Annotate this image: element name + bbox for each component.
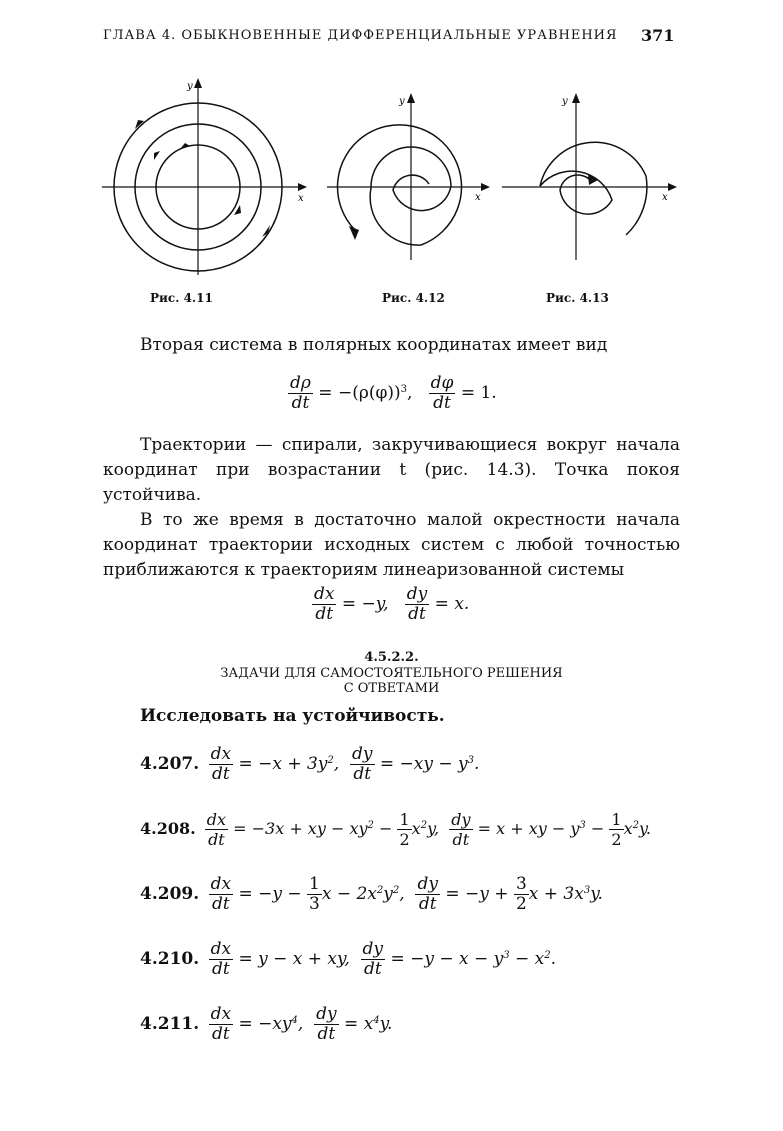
figure-4-11	[100, 75, 315, 285]
paragraph-linearized: В то же время в достаточно малой окрестности начала координат траектории исходных систем с любой точностью приближаются к траекториям линеаризованной системы	[103, 510, 680, 580]
equation-linearized: $\frac{dx}{dt}$ = −y, $\frac{dy}{dt}$ = x.	[314, 584, 470, 624]
section-title-line1: ЗАДАЧИ ДЛЯ САМОСТОЯТЕЛЬНОГО РЕШЕНИЯ	[220, 666, 563, 681]
figure-caption-4-13: Рис. 4.13	[546, 291, 609, 305]
figure-4-13	[500, 90, 685, 270]
x-axis-label: x	[475, 192, 481, 203]
problem-4-208: 4.208. $\frac{dx}{dt}$ = −3x + xy − $xy^2$ − $\frac{1}{2}$ $x^2y$, $\frac{dy}{dt}$ = x + xy − $y^3$ − $\frac{1}{2}$ $x^2y$.	[140, 810, 651, 849]
y-axis-label: y	[562, 96, 568, 107]
problem-4-207: 4.207. $\frac{dx}{dt}$ = $-x + 3y^2$, $\frac{dy}{dt}$ = $-xy - y^3$.	[140, 744, 480, 784]
fraction-dphi-dt: $\frac{d\varphi}{dt}$	[430, 373, 454, 413]
problem-4-209: 4.209. $\frac{dx}{dt}$ = −y − $\frac{1}{3}$ $x - 2x^2y^2$, $\frac{dy}{dt}$ = −y + $\frac{3}{2}$ $x + 3x^3y$.	[140, 874, 603, 914]
x-axis-label: x	[662, 192, 668, 203]
problem-4-210: 4.210. $\frac{dx}{dt}$ = y − x + xy, $\frac{dy}{dt}$ = $-y - x - y^3 - x^2$.	[140, 939, 557, 979]
equation-polar: $\frac{d\rho}{dt}$ = $-(\rho(\varphi))^3$, $\frac{d\varphi}{dt}$ = 1.	[290, 373, 497, 413]
y-axis-label: y	[187, 81, 193, 92]
figure-caption-4-12: Рис. 4.12	[382, 291, 445, 305]
x-axis-label: x	[298, 193, 304, 204]
figure-4-12	[325, 90, 495, 270]
running-header: ГЛАВА 4. ОБЫКНОВЕННЫЕ ДИФФЕРЕНЦИАЛЬНЫЕ УРАВНЕНИЯ	[103, 28, 618, 43]
y-axis-label: y	[399, 96, 405, 107]
page-number: 371	[641, 26, 675, 45]
section-number: 4.5.2.2.	[364, 650, 419, 665]
paragraph-spirals: Траектории — спирали, закручивающиеся вокруг начала координат при возрастании t (рис. 14.3). Точка покоя устойчива.	[103, 435, 680, 505]
paragraph-polar-system: Вторая система в полярных координатах имеет вид	[140, 335, 608, 355]
section-title-line2: С ОТВЕТАМИ	[343, 681, 440, 696]
fraction-drho-dt: $\frac{d\rho}{dt}$	[290, 373, 311, 413]
problem-4-211: 4.211. $\frac{dx}{dt}$ = $-xy^4$, $\frac{dy}{dt}$ = $x^4y$.	[140, 1004, 393, 1044]
instruction: Исследовать на устойчивость.	[140, 706, 445, 726]
figure-caption-4-11: Рис. 4.11	[150, 291, 213, 305]
